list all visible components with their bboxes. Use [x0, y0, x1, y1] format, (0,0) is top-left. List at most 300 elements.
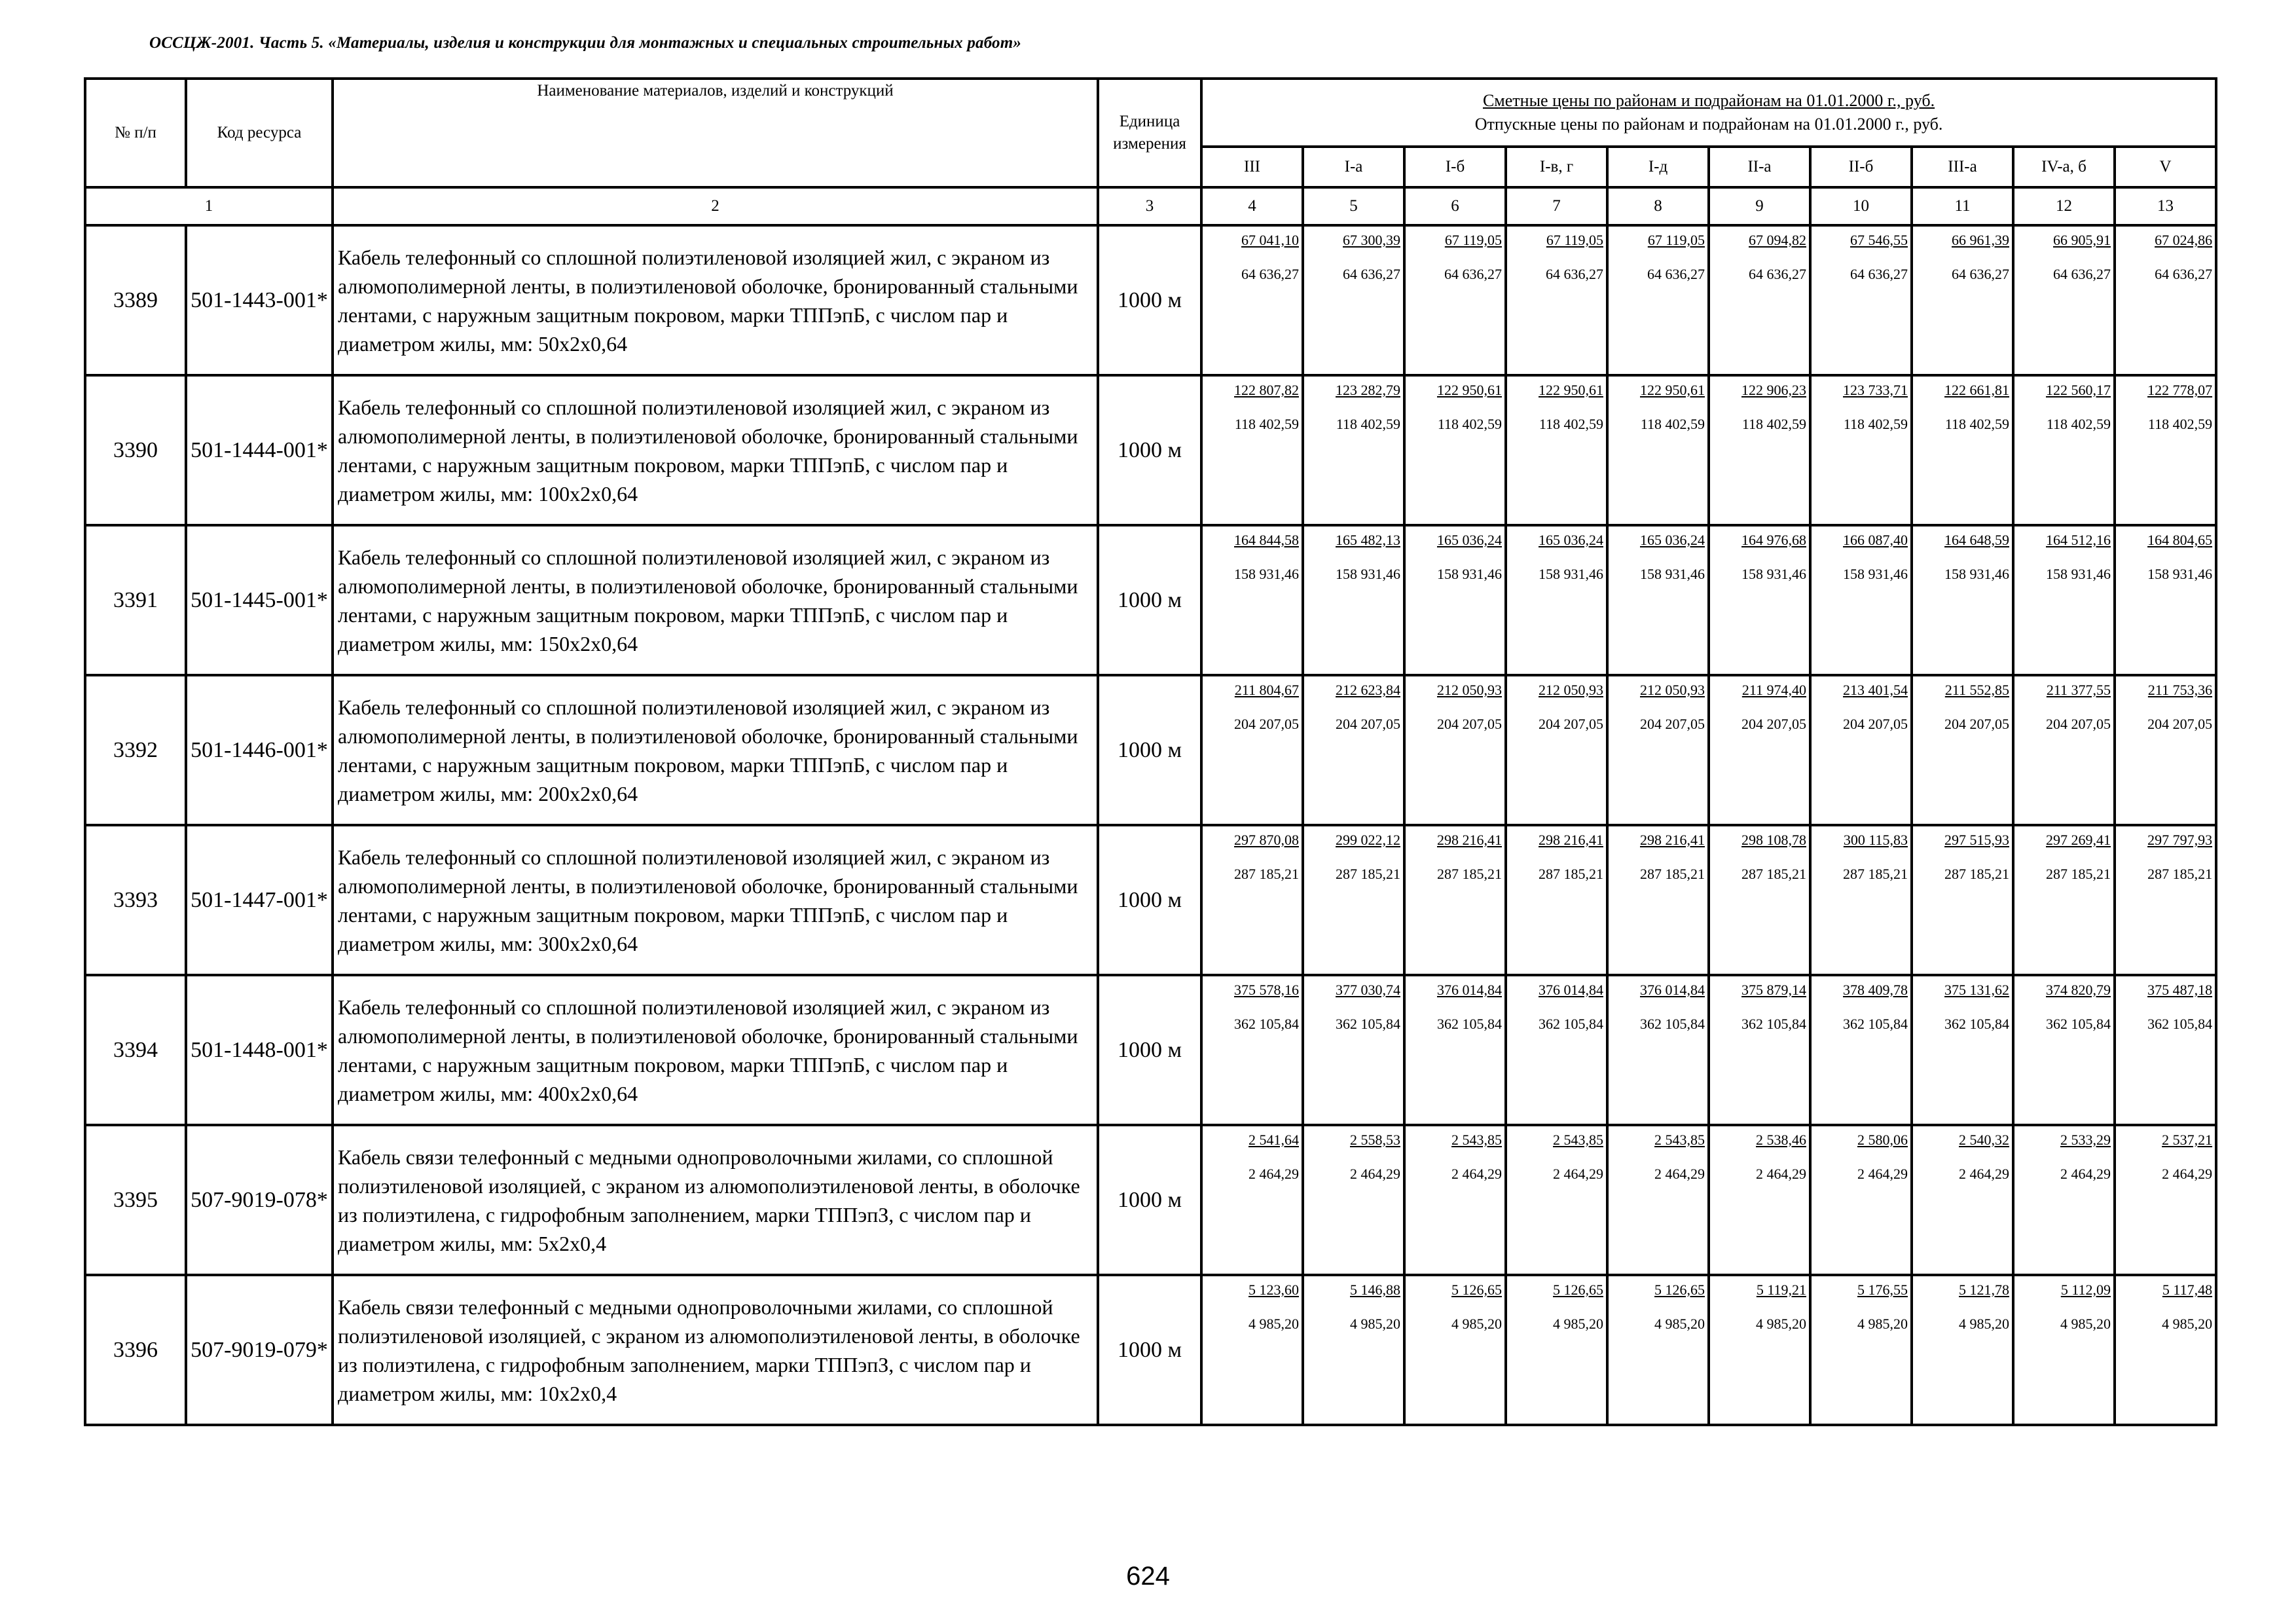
estimate-price: 375 578,16	[1234, 982, 1299, 998]
row-number: 3390	[85, 375, 186, 525]
table-row	[85, 675, 2216, 825]
price-cell	[1201, 225, 1303, 375]
release-price: 64 636,27	[1546, 266, 1603, 282]
estimate-price: 2 541,64	[1248, 1132, 1299, 1148]
resource-code: 501-1445-001*	[186, 525, 333, 675]
estimate-price: 123 282,79	[1336, 382, 1400, 398]
estimate-price: 212 050,93	[1437, 682, 1502, 698]
release-price: 118 402,59	[1336, 416, 1400, 432]
estimate-price: 375 131,62	[1944, 982, 2009, 998]
release-price: 2 464,29	[1756, 1166, 1806, 1182]
release-price: 2 464,29	[1248, 1166, 1299, 1182]
estimate-price: 5 117,48	[2162, 1282, 2213, 1298]
region-header: I-в, г	[1506, 147, 1607, 187]
estimate-price: 122 661,81	[1944, 382, 2009, 398]
release-price: 2 464,29	[1654, 1166, 1705, 1182]
price-cell	[1709, 675, 1810, 825]
release-price: 158 931,46	[1336, 566, 1400, 582]
col-header-name: Наименование материалов, изделий и конструкций	[333, 79, 1098, 187]
estimate-price: 165 036,24	[1640, 532, 1705, 548]
material-name: Кабель телефонный со сплошной полиэтиленовой изоляцией жил, с экраном из алюмополимерной ленты, в полиэтиленовой оболочке, бронированный стальными лентами, с наружным защитным покровом, марки ТППэпБ, с числом пар и диаметром жилы, мм: 50x2x0,64	[333, 225, 1098, 375]
price-cell	[1506, 1275, 1607, 1425]
price-cell	[1404, 525, 1506, 675]
estimate-price: 5 126,65	[1553, 1282, 1603, 1298]
release-price: 158 931,46	[1843, 566, 1908, 582]
col-header-prices	[1201, 79, 2216, 147]
price-cell	[1912, 675, 2013, 825]
estimate-price: 67 119,05	[1647, 232, 1705, 248]
price-cell	[1404, 1125, 1506, 1275]
release-price: 158 931,46	[1640, 566, 1705, 582]
column-number: 4	[1201, 187, 1303, 225]
release-price: 287 185,21	[1843, 866, 1908, 882]
estimate-price: 5 126,65	[1451, 1282, 1502, 1298]
price-cell	[1607, 525, 1709, 675]
price-cell	[1810, 375, 1912, 525]
release-price: 362 105,84	[1741, 1016, 1806, 1032]
column-number: 10	[1810, 187, 1912, 225]
column-number: 5	[1303, 187, 1404, 225]
price-cell	[1709, 1125, 1810, 1275]
release-price: 64 636,27	[1850, 266, 1908, 282]
estimate-price: 2 558,53	[1350, 1132, 1400, 1148]
estimate-price: 66 961,39	[1952, 232, 2009, 248]
release-price: 204 207,05	[1741, 716, 1806, 732]
price-cell	[1810, 525, 1912, 675]
release-price: 4 985,20	[1959, 1316, 2009, 1332]
estimate-price: 5 126,65	[1654, 1282, 1705, 1298]
row-number: 3394	[85, 975, 186, 1125]
release-price: 118 402,59	[1234, 416, 1299, 432]
price-cell	[2115, 225, 2216, 375]
estimate-price: 5 176,55	[1857, 1282, 1908, 1298]
release-price: 287 185,21	[1741, 866, 1806, 882]
estimate-price: 5 121,78	[1959, 1282, 2009, 1298]
resource-code: 501-1446-001*	[186, 675, 333, 825]
estimate-price: 300 115,83	[1843, 832, 1908, 848]
estimate-price: 211 974,40	[1741, 682, 1806, 698]
release-price: 118 402,59	[1741, 416, 1806, 432]
release-price: 118 402,59	[1640, 416, 1705, 432]
price-cell	[1912, 1125, 2013, 1275]
estimate-price: 166 087,40	[1843, 532, 1908, 548]
estimate-price: 122 906,23	[1741, 382, 1806, 398]
price-cell	[1506, 825, 1607, 975]
price-cell	[2013, 975, 2115, 1125]
resource-code: 501-1443-001*	[186, 225, 333, 375]
estimate-price: 2 543,85	[1553, 1132, 1603, 1148]
price-cell	[1709, 825, 1810, 975]
estimate-price: 212 623,84	[1336, 682, 1400, 698]
table-row	[85, 525, 2216, 675]
release-price: 64 636,27	[1647, 266, 1705, 282]
estimate-price: 377 030,74	[1336, 982, 1400, 998]
release-price: 4 985,20	[1654, 1316, 1705, 1332]
release-price: 4 985,20	[1350, 1316, 1400, 1332]
release-price: 362 105,84	[1234, 1016, 1299, 1032]
table-row	[85, 1125, 2216, 1275]
release-price: 4 985,20	[1553, 1316, 1603, 1332]
estimate-price: 374 820,79	[2046, 982, 2111, 998]
price-cell	[1810, 675, 1912, 825]
price-cell	[1201, 1275, 1303, 1425]
estimate-price: 298 216,41	[1539, 832, 1603, 848]
price-cell	[2013, 225, 2115, 375]
page-number: 624	[1126, 1562, 1170, 1591]
release-price: 4 985,20	[1756, 1316, 1806, 1332]
estimate-price: 122 560,17	[2046, 382, 2111, 398]
release-price: 2 464,29	[2162, 1166, 2213, 1182]
price-cell	[1709, 1275, 1810, 1425]
release-price: 4 985,20	[1857, 1316, 1908, 1332]
region-header: I-б	[1404, 147, 1506, 187]
release-price: 64 636,27	[1749, 266, 1806, 282]
estimate-price: 376 014,84	[1437, 982, 1502, 998]
release-price: 362 105,84	[1843, 1016, 1908, 1032]
price-cell	[2115, 375, 2216, 525]
estimate-price: 165 482,13	[1336, 532, 1400, 548]
release-price: 64 636,27	[1343, 266, 1400, 282]
release-price: 362 105,84	[1336, 1016, 1400, 1032]
release-price: 287 185,21	[1234, 866, 1299, 882]
release-price: 204 207,05	[1539, 716, 1603, 732]
material-name: Кабель телефонный со сплошной полиэтиленовой изоляцией жил, с экраном из алюмополимерной ленты, в полиэтиленовой оболочке, бронированный стальными лентами, с наружным защитным покровом, марки ТППэпБ, с числом пар и диаметром жилы, мм: 200x2x0,64	[333, 675, 1098, 825]
estimate-price: 122 950,61	[1640, 382, 1705, 398]
price-cell	[1303, 1125, 1404, 1275]
estimate-price: 5 112,09	[2060, 1282, 2111, 1298]
release-price: 158 931,46	[1539, 566, 1603, 582]
price-table	[84, 77, 2217, 1426]
estimate-price: 122 807,82	[1234, 382, 1299, 398]
release-price: 64 636,27	[2155, 266, 2213, 282]
release-price: 204 207,05	[1944, 716, 2009, 732]
price-cell	[1201, 675, 1303, 825]
price-cell	[1404, 1275, 1506, 1425]
price-cell	[1607, 975, 1709, 1125]
material-name: Кабель телефонный со сплошной полиэтиленовой изоляцией жил, с экраном из алюмополимерной ленты, в полиэтиленовой оболочке, бронированный стальными лентами, с наружным защитным покровом, марки ТППэпБ, с числом пар и диаметром жилы, мм: 400x2x0,64	[333, 975, 1098, 1125]
col-header-num: № п/п	[85, 79, 186, 187]
column-number: 11	[1912, 187, 2013, 225]
estimate-price: 2 580,06	[1857, 1132, 1908, 1148]
release-price: 118 402,59	[1539, 416, 1603, 432]
column-number: 2	[333, 187, 1098, 225]
region-header: I-а	[1303, 147, 1404, 187]
price-cell	[1912, 225, 2013, 375]
price-cell	[1810, 825, 1912, 975]
material-name: Кабель телефонный со сплошной полиэтиленовой изоляцией жил, с экраном из алюмополимерной ленты, в полиэтиленовой оболочке, бронированный стальными лентами, с наружным защитным покровом, марки ТППэпБ, с числом пар и диаметром жилы, мм: 300x2x0,64	[333, 825, 1098, 975]
estimate-price: 376 014,84	[1539, 982, 1603, 998]
estimate-price: 298 216,41	[1437, 832, 1502, 848]
price-cell	[1607, 1125, 1709, 1275]
table-row	[85, 225, 2216, 375]
price-cell	[2013, 375, 2115, 525]
estimate-price: 5 123,60	[1248, 1282, 1299, 1298]
material-name: Кабель телефонный со сплошной полиэтиленовой изоляцией жил, с экраном из алюмополимерной ленты, в полиэтиленовой оболочке, бронированный стальными лентами, с наружным защитным покровом, марки ТППэпБ, с числом пар и диаметром жилы, мм: 150x2x0,64	[333, 525, 1098, 675]
column-number: 6	[1404, 187, 1506, 225]
estimate-price: 297 515,93	[1944, 832, 2009, 848]
release-price: 158 931,46	[1234, 566, 1299, 582]
release-price: 204 207,05	[1234, 716, 1299, 732]
price-cell	[1201, 525, 1303, 675]
price-cell	[1506, 1125, 1607, 1275]
release-price: 204 207,05	[1437, 716, 1502, 732]
estimate-price: 297 797,93	[2147, 832, 2213, 848]
release-price: 362 105,84	[2147, 1016, 2213, 1032]
price-cell	[2013, 675, 2115, 825]
price-cell	[1201, 975, 1303, 1125]
estimate-price: 67 024,86	[2155, 232, 2213, 248]
price-cell	[1912, 375, 2013, 525]
release-price: 362 105,84	[2046, 1016, 2111, 1032]
table-row	[85, 375, 2216, 525]
region-header: III-а	[1912, 147, 2013, 187]
resource-code: 501-1448-001*	[186, 975, 333, 1125]
col-header-unit: Единица измерения	[1098, 79, 1201, 187]
release-price: 204 207,05	[1843, 716, 1908, 732]
release-price: 287 185,21	[1336, 866, 1400, 882]
estimate-price: 2 537,21	[2162, 1132, 2213, 1148]
column-number: 12	[2013, 187, 2115, 225]
estimate-price: 211 753,36	[2147, 682, 2213, 698]
price-cell	[2115, 1275, 2216, 1425]
column-number: 8	[1607, 187, 1709, 225]
release-price: 362 105,84	[1944, 1016, 2009, 1032]
col-header-code: Код ресурса	[186, 79, 333, 187]
release-price: 287 185,21	[1944, 866, 2009, 882]
release-price: 287 185,21	[1539, 866, 1603, 882]
estimate-price: 376 014,84	[1640, 982, 1705, 998]
price-cell	[1506, 525, 1607, 675]
price-cell	[2115, 525, 2216, 675]
unit-of-measure: 1000 м	[1098, 375, 1201, 525]
row-number: 3392	[85, 675, 186, 825]
price-cell	[1607, 825, 1709, 975]
price-cell	[1810, 225, 1912, 375]
price-cell	[2115, 1125, 2216, 1275]
price-cell	[2013, 1275, 2115, 1425]
estimate-price: 298 216,41	[1640, 832, 1705, 848]
price-cell	[1810, 1275, 1912, 1425]
price-cell	[2013, 1125, 2115, 1275]
release-price: 287 185,21	[1437, 866, 1502, 882]
estimate-price: 5 119,21	[1756, 1282, 1806, 1298]
release-price: 4 985,20	[2060, 1316, 2111, 1332]
document-header-title: ОССЦЖ-2001. Часть 5. «Материалы, изделия и конструкции для монтажных и специальных строительных работ»	[149, 34, 1022, 52]
price-cell	[1607, 225, 1709, 375]
release-price: 204 207,05	[1336, 716, 1400, 732]
price-cell	[1607, 375, 1709, 525]
material-name: Кабель телефонный со сплошной полиэтиленовой изоляцией жил, с экраном из алюмополимерной ленты, в полиэтиленовой оболочке, бронированный стальными лентами, с наружным защитным покровом, марки ТППэпБ, с числом пар и диаметром жилы, мм: 100x2x0,64	[333, 375, 1098, 525]
estimate-price: 211 804,67	[1234, 682, 1299, 698]
price-cell	[1404, 225, 1506, 375]
table-row	[85, 975, 2216, 1125]
price-cell	[1607, 675, 1709, 825]
column-number-row	[85, 187, 2216, 225]
estimate-price: 2 538,46	[1756, 1132, 1806, 1148]
price-cell	[2013, 525, 2115, 675]
price-cell	[1709, 375, 1810, 525]
price-cell	[1506, 675, 1607, 825]
estimate-prices-caption: Сметные цены по районам и подрайонам на 01.01.2000 г., руб.	[1482, 91, 1935, 110]
estimate-price: 2 543,85	[1654, 1132, 1705, 1148]
release-price: 287 185,21	[1640, 866, 1705, 882]
price-cell	[1912, 825, 2013, 975]
release-price: 4 985,20	[1451, 1316, 1502, 1332]
estimate-price: 67 119,05	[1444, 232, 1502, 248]
release-price: 64 636,27	[1444, 266, 1502, 282]
estimate-price: 164 804,65	[2147, 532, 2213, 548]
unit-of-measure: 1000 м	[1098, 975, 1201, 1125]
estimate-price: 165 036,24	[1539, 532, 1603, 548]
price-cell	[1506, 375, 1607, 525]
region-header: I-д	[1607, 147, 1709, 187]
estimate-price: 299 022,12	[1336, 832, 1400, 848]
release-price: 204 207,05	[1640, 716, 1705, 732]
estimate-price: 378 409,78	[1843, 982, 1908, 998]
row-number: 3396	[85, 1275, 186, 1425]
release-price: 2 464,29	[1451, 1166, 1502, 1182]
region-header: II-б	[1810, 147, 1912, 187]
price-cell	[2115, 975, 2216, 1125]
price-cell	[1303, 825, 1404, 975]
unit-of-measure: 1000 м	[1098, 675, 1201, 825]
price-cell	[1709, 225, 1810, 375]
unit-of-measure: 1000 м	[1098, 825, 1201, 975]
price-cell	[1303, 525, 1404, 675]
estimate-price: 123 733,71	[1843, 382, 1908, 398]
resource-code: 501-1447-001*	[186, 825, 333, 975]
estimate-price: 67 119,05	[1546, 232, 1603, 248]
resource-code: 507-9019-079*	[186, 1275, 333, 1425]
estimate-price: 211 552,85	[1944, 682, 2009, 698]
estimate-price: 5 146,88	[1350, 1282, 1400, 1298]
price-cell	[1912, 525, 2013, 675]
estimate-price: 2 540,32	[1959, 1132, 2009, 1148]
price-cell	[1201, 375, 1303, 525]
release-price: 287 185,21	[2046, 866, 2111, 882]
row-number: 3393	[85, 825, 186, 975]
price-cell	[1810, 1125, 1912, 1275]
release-price: 362 105,84	[1437, 1016, 1502, 1032]
price-cell	[2115, 675, 2216, 825]
estimate-price: 67 300,39	[1343, 232, 1400, 248]
row-number: 3395	[85, 1125, 186, 1275]
price-cell	[1709, 525, 1810, 675]
release-price: 362 105,84	[1539, 1016, 1603, 1032]
price-cell	[1303, 225, 1404, 375]
estimate-price: 375 487,18	[2147, 982, 2213, 998]
release-price: 204 207,05	[2046, 716, 2111, 732]
release-price: 362 105,84	[1640, 1016, 1705, 1032]
release-price: 64 636,27	[1241, 266, 1299, 282]
estimate-price: 122 950,61	[1539, 382, 1603, 398]
unit-of-measure: 1000 м	[1098, 525, 1201, 675]
estimate-price: 297 870,08	[1234, 832, 1299, 848]
column-number: 3	[1098, 187, 1201, 225]
column-number: 9	[1709, 187, 1810, 225]
column-number: 13	[2115, 187, 2216, 225]
release-price: 118 402,59	[1437, 416, 1502, 432]
release-price: 2 464,29	[1350, 1166, 1400, 1182]
row-number: 3391	[85, 525, 186, 675]
material-name: Кабель связи телефонный с медными однопроволочными жилами, со сплошной полиэтиленовой изоляцией, с экраном из алюмополиэтиленовой ленты, в оболочке из полиэтилена, с гидрофобным заполнением, марки ТППэпЗ, с числом пар и диаметром жилы, мм: 10x2x0,4	[333, 1275, 1098, 1425]
release-price: 158 931,46	[1437, 566, 1502, 582]
table-row	[85, 825, 2216, 975]
release-price: 158 931,46	[2046, 566, 2111, 582]
release-price: 118 402,59	[2046, 416, 2111, 432]
estimate-price: 165 036,24	[1437, 532, 1502, 548]
estimate-price: 297 269,41	[2046, 832, 2111, 848]
estimate-price: 67 041,10	[1241, 232, 1299, 248]
unit-of-measure: 1000 м	[1098, 1275, 1201, 1425]
price-cell	[1506, 975, 1607, 1125]
release-price: 2 464,29	[1553, 1166, 1603, 1182]
price-cell	[2013, 825, 2115, 975]
price-cell	[1404, 975, 1506, 1125]
unit-of-measure: 1000 м	[1098, 225, 1201, 375]
estimate-price: 66 905,91	[2053, 232, 2111, 248]
estimate-price: 164 976,68	[1741, 532, 1806, 548]
region-header: III	[1201, 147, 1303, 187]
release-price: 2 464,29	[1857, 1166, 1908, 1182]
release-price: 158 931,46	[2147, 566, 2213, 582]
price-cell	[1404, 675, 1506, 825]
region-header: IV-а, б	[2013, 147, 2115, 187]
price-cell	[1404, 375, 1506, 525]
estimate-price: 67 094,82	[1749, 232, 1806, 248]
release-price: 158 931,46	[1944, 566, 2009, 582]
estimate-price: 375 879,14	[1741, 982, 1806, 998]
price-cell	[1912, 1275, 2013, 1425]
estimate-price: 211 377,55	[2046, 682, 2111, 698]
price-cell	[1404, 825, 1506, 975]
estimate-price: 122 950,61	[1437, 382, 1502, 398]
estimate-price: 213 401,54	[1843, 682, 1908, 698]
unit-of-measure: 1000 м	[1098, 1125, 1201, 1275]
estimate-price: 212 050,93	[1640, 682, 1705, 698]
release-price: 2 464,29	[1959, 1166, 2009, 1182]
price-cell	[1201, 825, 1303, 975]
resource-code: 507-9019-078*	[186, 1125, 333, 1275]
release-price: 2 464,29	[2060, 1166, 2111, 1182]
price-cell	[1303, 975, 1404, 1125]
price-cell	[1506, 225, 1607, 375]
release-price: 158 931,46	[1741, 566, 1806, 582]
release-price: 204 207,05	[2147, 716, 2213, 732]
region-header: II-а	[1709, 147, 1810, 187]
price-cell	[1303, 675, 1404, 825]
release-price: 118 402,59	[2147, 416, 2213, 432]
estimate-price: 122 778,07	[2147, 382, 2213, 398]
row-number: 3389	[85, 225, 186, 375]
estimate-price: 67 546,55	[1850, 232, 1908, 248]
estimate-price: 2 533,29	[2060, 1132, 2111, 1148]
table-body	[85, 225, 2216, 1425]
release-price: 287 185,21	[2147, 866, 2213, 882]
region-header: V	[2115, 147, 2216, 187]
estimate-price: 298 108,78	[1741, 832, 1806, 848]
price-cell	[1810, 975, 1912, 1125]
release-prices-caption: Отпускные цены по районам и подрайонам на 01.01.2000 г., руб.	[1474, 115, 1943, 134]
price-cell	[1607, 1275, 1709, 1425]
price-cell	[1912, 975, 2013, 1125]
estimate-price: 164 512,16	[2046, 532, 2111, 548]
release-price: 64 636,27	[1952, 266, 2009, 282]
price-cell	[2115, 825, 2216, 975]
release-price: 64 636,27	[2053, 266, 2111, 282]
resource-code: 501-1444-001*	[186, 375, 333, 525]
release-price: 4 985,20	[2162, 1316, 2213, 1332]
